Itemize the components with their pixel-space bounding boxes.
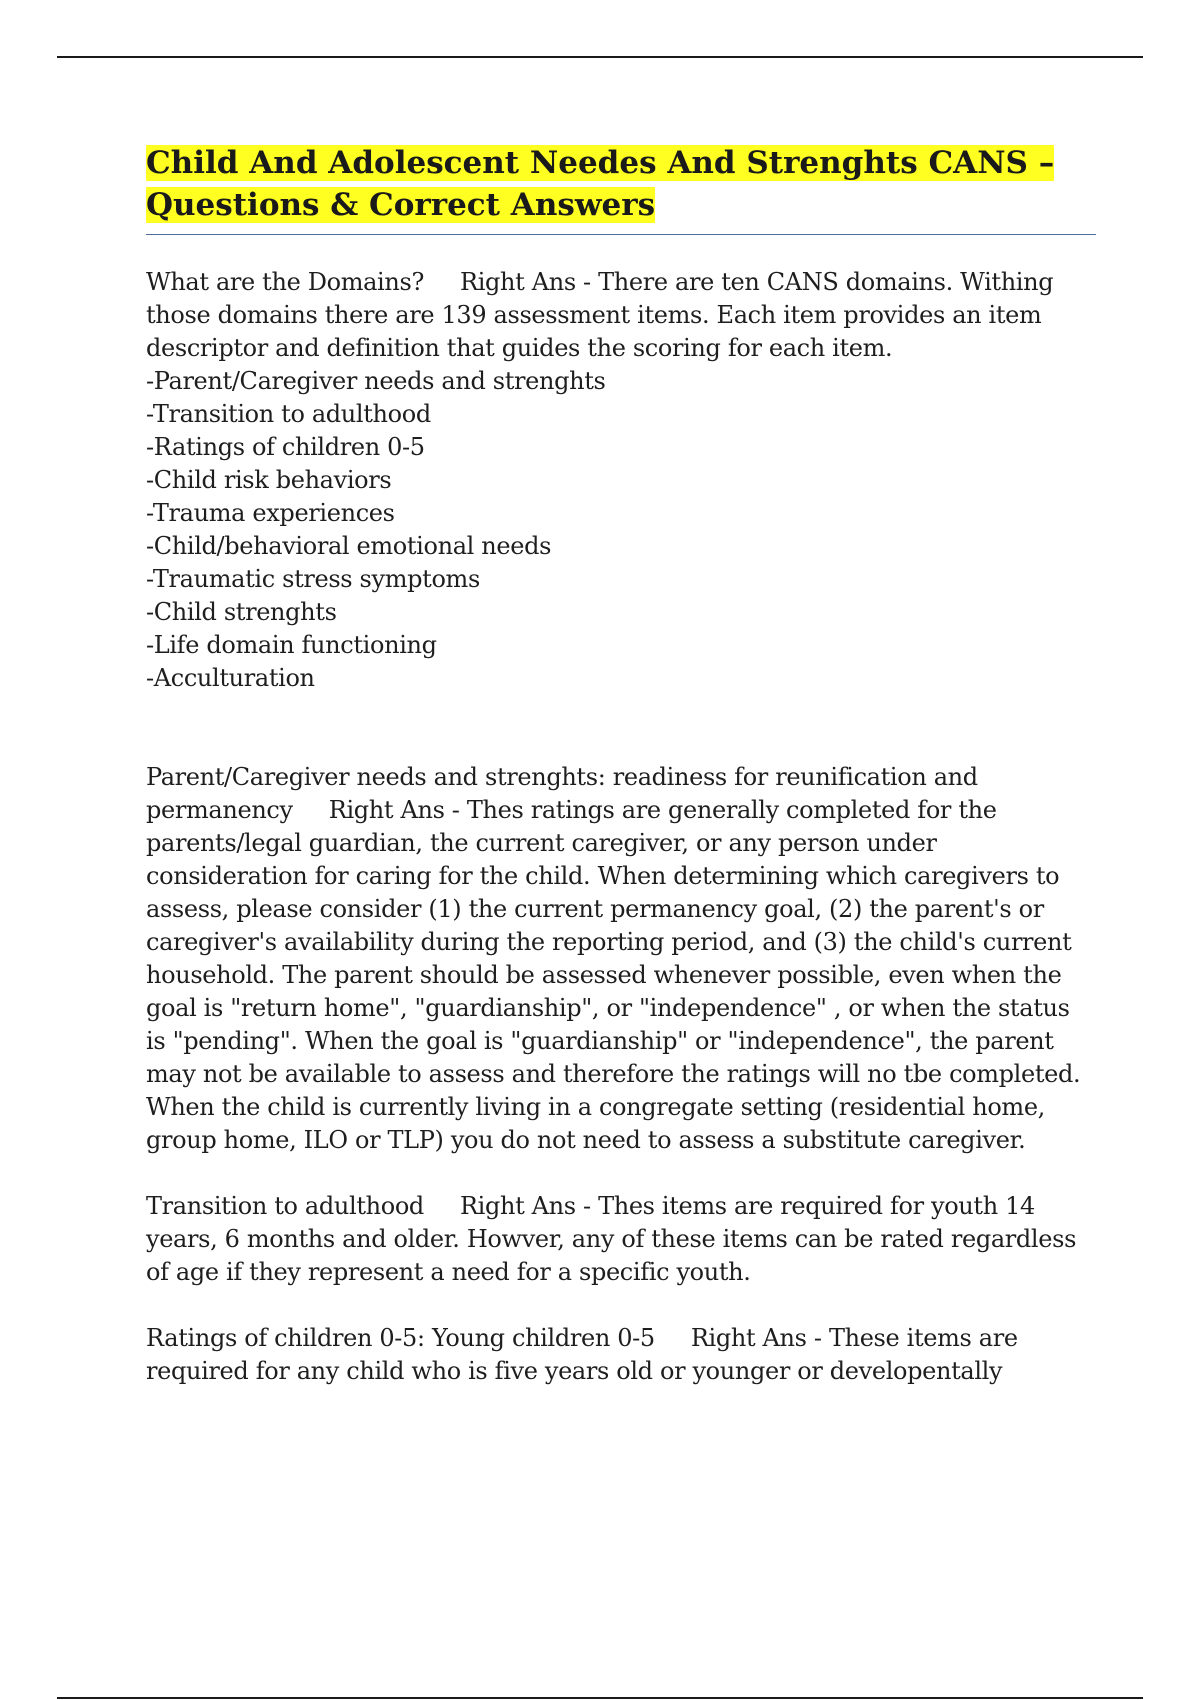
list-item: -Ratings of children 0-5 xyxy=(146,433,425,461)
question-text: Parent/Caregiver needs and strenghts: readiness for reunification and permanency xyxy=(146,763,978,824)
list-item: -Acculturation xyxy=(146,664,315,692)
answer-prefix: Right Ans - xyxy=(459,268,599,296)
qa-item-domains xyxy=(146,266,1096,695)
answer-text: These items are required for any child who is five years old or younger or developentally xyxy=(146,1324,1018,1385)
list-item: -Child strenghts xyxy=(146,598,337,626)
document-title xyxy=(146,142,1096,235)
list-item: -Parent/Caregiver needs and strenghts xyxy=(146,367,606,395)
qa-item-transition xyxy=(146,1190,1096,1289)
answer-prefix: Right Ans - xyxy=(459,1192,599,1220)
list-item: -Life domain functioning xyxy=(146,631,437,659)
list-item: -Transition to adulthood xyxy=(146,400,431,428)
question-text: What are the Domains? xyxy=(146,268,424,296)
title-line-1: Child And Adolescent Needes And Strenghts CANS – xyxy=(146,145,1055,181)
document-body xyxy=(146,142,1096,1388)
answer-text: There are ten CANS domains. Withing those domains there are 139 assessment items. Each item provides an item descriptor and definition that guides the scoring for each item. xyxy=(146,268,1054,362)
domain-list xyxy=(146,365,1096,695)
footer-rule xyxy=(57,1697,1143,1699)
list-item: -Child risk behaviors xyxy=(146,466,392,494)
list-item: -Trauma experiences xyxy=(146,499,395,527)
question-text: Ratings of children 0-5: Young children 0-5 xyxy=(146,1324,655,1352)
list-item: -Traumatic stress symptoms xyxy=(146,565,480,593)
header-rule xyxy=(57,56,1143,58)
qa-item-parent-caregiver xyxy=(146,761,1096,1157)
list-item: -Child/behavioral emotional needs xyxy=(146,532,552,560)
answer-text: Thes ratings are generally completed for the parents/legal guardian, the current caregiver, or any person under consideration for caring for the child. When determining which caregivers to assess, please consider (1) the current permanency goal, (2) the parent's or caregiver's availability during the reporting period, and (3) the child's current household. The parent should be assessed whenever possible, even when the goal is "return home", "guardianship", or "independence" , or when the status is "pending". When the goal is "guardianship" or "independence", the parent may not be available to assess and therefore the ratings will no tbe completed. When the child is currently living in a congregate setting (residential home, group home, ILO or TLP) you do not need to assess a substitute caregiver. xyxy=(146,796,1081,1154)
qa-item-ratings-0-5 xyxy=(146,1322,1096,1388)
answer-prefix: Right Ans - xyxy=(690,1324,829,1352)
title-line-2: Questions & Correct Answers xyxy=(146,187,656,223)
answer-prefix: Right Ans - xyxy=(328,796,467,824)
answer-text: Thes items are required for youth 14 years, 6 months and older. Howver, any of these items can be rated regardless of age if they represent a need for a specific youth. xyxy=(146,1192,1077,1286)
question-text: Transition to adulthood xyxy=(146,1192,424,1220)
